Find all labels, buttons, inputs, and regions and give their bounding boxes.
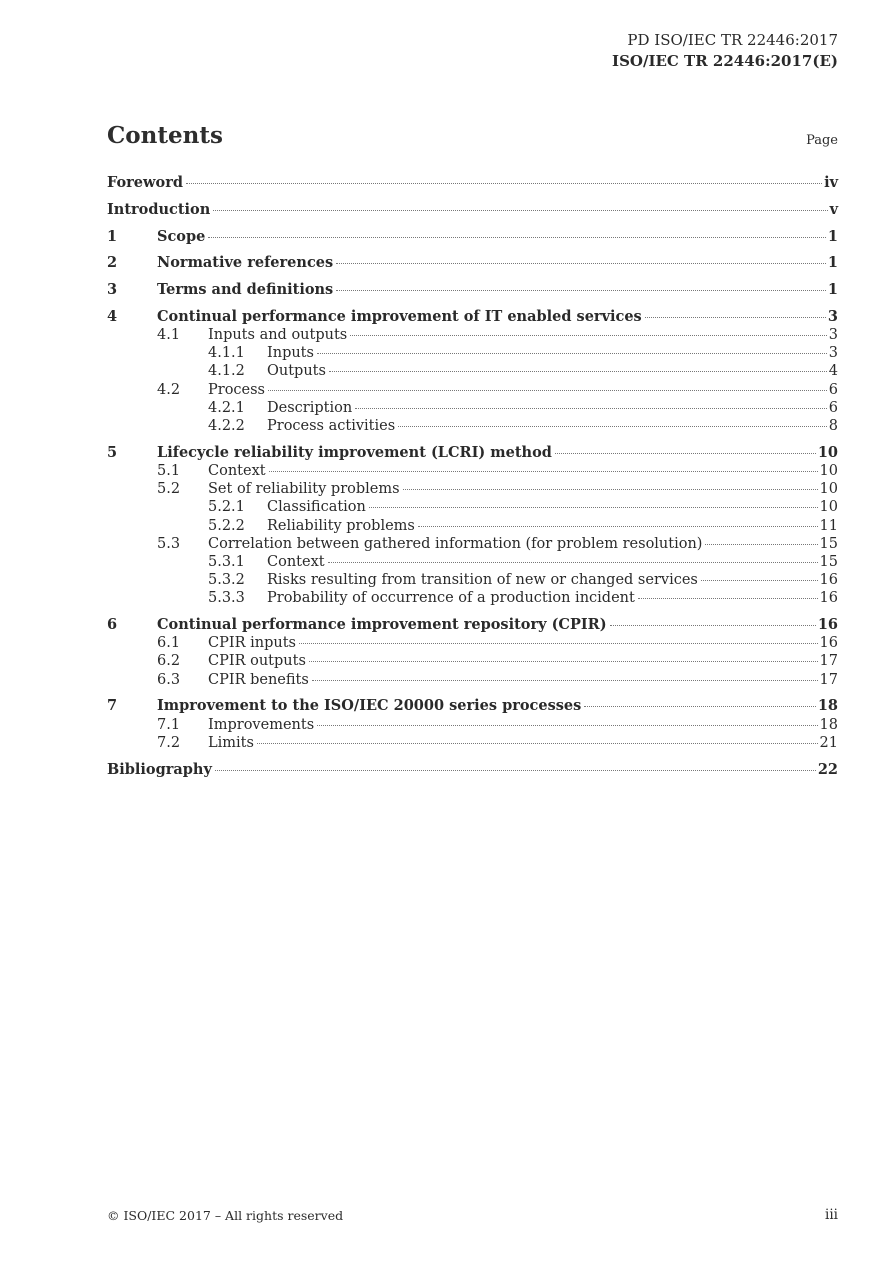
toc-entry-title: Context (267, 553, 325, 570)
toc-entry[interactable] (107, 734, 838, 752)
toc-entry-number: 7.2 (157, 734, 181, 751)
dot-leader (701, 580, 818, 581)
toc-entry-page: 1 (827, 281, 838, 299)
toc-entry-number: 5.3.2 (208, 572, 245, 589)
toc-entry-page: 1 (827, 227, 838, 245)
toc-entry-page: 17 (819, 671, 838, 688)
toc-entry-number: 5.2.2 (208, 517, 245, 534)
toc-entry-title: Introduction (107, 200, 211, 218)
toc-entry-title: Probability of occurrence of a production incident (267, 590, 635, 607)
dot-leader (208, 237, 826, 238)
toc-entry[interactable] (107, 761, 838, 779)
dot-leader (257, 743, 818, 744)
toc-entry-title: Lifecycle reliability improvement (LCRI) method (157, 443, 552, 461)
page-number: iii (825, 1207, 838, 1223)
toc-entry[interactable] (107, 671, 838, 689)
toc-entry-page: 10 (817, 443, 838, 461)
dot-leader (336, 263, 826, 264)
toc-entry[interactable] (107, 480, 838, 498)
toc-entry-title: Inputs (267, 345, 314, 362)
toc-entry-title: Reliability problems (267, 517, 415, 534)
toc-entry[interactable] (107, 498, 838, 516)
dot-leader (610, 625, 816, 626)
toc-entry-number: 4.2.2 (208, 418, 245, 435)
toc-entry[interactable] (107, 228, 838, 246)
toc-entry-number: 6.1 (157, 635, 181, 652)
toc-entry[interactable] (107, 697, 838, 715)
toc-entry-page: 16 (819, 572, 838, 589)
toc-entry-page: iv (824, 174, 838, 191)
toc-entry-title: Limits (208, 734, 254, 751)
toc-entry[interactable] (107, 417, 838, 435)
document-header (612, 30, 838, 72)
toc-entry-number: 2 (107, 254, 118, 272)
toc-entry[interactable] (107, 362, 838, 380)
toc-entry-title: Set of reliability problems (208, 481, 400, 498)
toc-entry-title: CPIR inputs (208, 635, 296, 652)
toc-entry[interactable] (107, 326, 838, 344)
toc-entry-page: 8 (828, 418, 838, 435)
toc-entry[interactable] (107, 589, 838, 607)
toc-entry-page: 10 (819, 481, 838, 498)
toc-entry-title: Terms and definitions (157, 281, 334, 299)
toc-entry-number: 4.1 (157, 327, 181, 344)
toc-entry[interactable] (107, 281, 838, 299)
toc-entry[interactable] (107, 254, 838, 272)
toc-entry[interactable] (107, 571, 838, 589)
toc-entry-title: Classification (267, 499, 366, 516)
toc-entry-page: 17 (819, 653, 838, 670)
dot-leader (398, 426, 827, 427)
toc-entry-title: Process activities (267, 418, 396, 435)
toc-entry[interactable] (107, 308, 838, 326)
toc-entry-number: 5.3.3 (208, 590, 245, 607)
toc-entry-page: 16 (819, 590, 838, 607)
toc-entry[interactable] (107, 201, 838, 219)
toc-entry-number: 4.1.2 (208, 363, 245, 380)
dot-leader (213, 210, 827, 211)
dot-leader (312, 680, 818, 681)
dot-leader (403, 489, 818, 490)
dot-leader (350, 335, 827, 336)
toc-entry-number: 5.2 (157, 481, 181, 498)
header-line-1: PD ISO/IEC TR 22446:2017 (627, 31, 838, 49)
toc-entry-title: Continual performance improvement of IT enabled services (157, 307, 642, 325)
toc-entry-number: 6 (107, 616, 118, 634)
dot-leader (309, 661, 818, 662)
toc-entry[interactable] (107, 444, 838, 462)
dot-leader (186, 183, 822, 184)
toc-entry[interactable] (107, 462, 838, 480)
toc-entry-page: 16 (817, 616, 838, 634)
toc-entry-number: 4.2.1 (208, 399, 245, 416)
toc-entry-number: 7.1 (157, 716, 181, 733)
toc-entry[interactable] (107, 174, 838, 192)
toc-entry-page: 15 (819, 535, 838, 552)
toc-entry[interactable] (107, 652, 838, 670)
dot-leader (336, 290, 826, 291)
toc-entry-page: 10 (819, 499, 838, 516)
toc-entry-title: Process (208, 381, 266, 398)
dot-leader (329, 371, 827, 372)
toc-entry-title: Normative references (157, 254, 334, 272)
page-column-label: Page (806, 133, 838, 148)
dot-leader (328, 562, 818, 563)
toc-entry[interactable] (107, 634, 838, 652)
toc-entry-title: Risks resulting from transition of new or changed services (267, 572, 698, 589)
toc-entry[interactable] (107, 381, 838, 399)
toc-entry-number: 3 (107, 281, 118, 299)
toc-entry-title: Scope (157, 227, 206, 245)
toc-entry-page: 22 (817, 760, 838, 778)
dot-leader (355, 408, 827, 409)
toc-entry-page: 3 (828, 327, 838, 344)
toc-entry-page: v (829, 200, 838, 218)
toc-entry[interactable] (107, 553, 838, 571)
dot-leader (638, 598, 818, 599)
copyright-notice: © ISO/IEC 2017 – All rights reserved (107, 1208, 344, 1223)
toc-entry-title: Continual performance improvement repository (CPIR) (157, 616, 607, 634)
toc-entry-title: Bibliography (107, 760, 212, 778)
toc-entry-page: 16 (819, 635, 838, 652)
toc-entry-page: 6 (828, 381, 838, 398)
toc-entry-number: 5 (107, 443, 118, 461)
toc-entry-page: 18 (819, 716, 838, 733)
toc-entry[interactable] (107, 535, 838, 553)
toc-entry[interactable] (107, 399, 838, 417)
toc-entry-title: CPIR outputs (208, 653, 306, 670)
toc-entry[interactable] (107, 344, 838, 362)
dot-leader (705, 544, 817, 545)
toc-entry-title: Inputs and outputs (208, 327, 348, 344)
toc-entry-title: Description (267, 399, 353, 416)
page-title: Contents (107, 122, 223, 149)
toc-entry[interactable] (107, 716, 838, 734)
toc-entry-page: 1 (827, 254, 838, 272)
dot-leader (215, 770, 816, 771)
header-line-2: ISO/IEC TR 22446:2017(E) (612, 52, 838, 70)
table-of-contents (107, 174, 838, 779)
toc-entry-number: 5.3.1 (208, 553, 245, 570)
dot-leader (268, 390, 827, 391)
toc-entry[interactable] (107, 616, 838, 634)
toc-entry-page: 21 (819, 734, 838, 751)
toc-entry-number: 4.1.1 (208, 345, 245, 362)
toc-entry-title: Outputs (267, 363, 326, 380)
toc-entry-title: Improvements (208, 716, 315, 733)
toc-entry-number: 7 (107, 697, 118, 715)
toc-entry-number: 5.2.1 (208, 499, 245, 516)
toc-entry-number: 6.3 (157, 671, 181, 688)
toc-entry-number: 5.1 (157, 463, 181, 479)
toc-entry-number: 5.3 (157, 535, 181, 552)
toc-entry-page: 11 (819, 517, 838, 534)
toc-entry-page: 10 (819, 463, 838, 479)
toc-entry-title: CPIR benefits (208, 671, 309, 688)
toc-entry-title: Correlation between gathered information (for problem resolution) (208, 535, 703, 552)
toc-entry-page: 3 (827, 307, 838, 325)
toc-entry-title: Foreword (107, 174, 183, 191)
dot-leader (299, 643, 818, 644)
toc-entry-page: 6 (828, 399, 838, 416)
dot-leader (555, 453, 816, 454)
toc-entry-title: Improvement to the ISO/IEC 20000 series processes (157, 697, 582, 715)
toc-entry-number: 4 (107, 307, 118, 325)
dot-leader (645, 317, 826, 318)
dot-leader (317, 725, 817, 726)
dot-leader (369, 507, 818, 508)
toc-entry-page: 4 (828, 363, 838, 380)
dot-leader (584, 706, 816, 707)
toc-entry-number: 4.2 (157, 381, 181, 398)
toc-entry-page: 3 (828, 345, 838, 362)
toc-entry-page: 18 (817, 697, 838, 715)
dot-leader (269, 471, 818, 472)
toc-entry[interactable] (107, 517, 838, 535)
toc-entry-number: 1 (107, 227, 118, 245)
dot-leader (418, 526, 818, 527)
toc-entry-title: Context (208, 463, 266, 479)
toc-entry-number: 6.2 (157, 653, 181, 670)
dot-leader (317, 353, 827, 354)
toc-entry-page: 15 (819, 553, 838, 570)
